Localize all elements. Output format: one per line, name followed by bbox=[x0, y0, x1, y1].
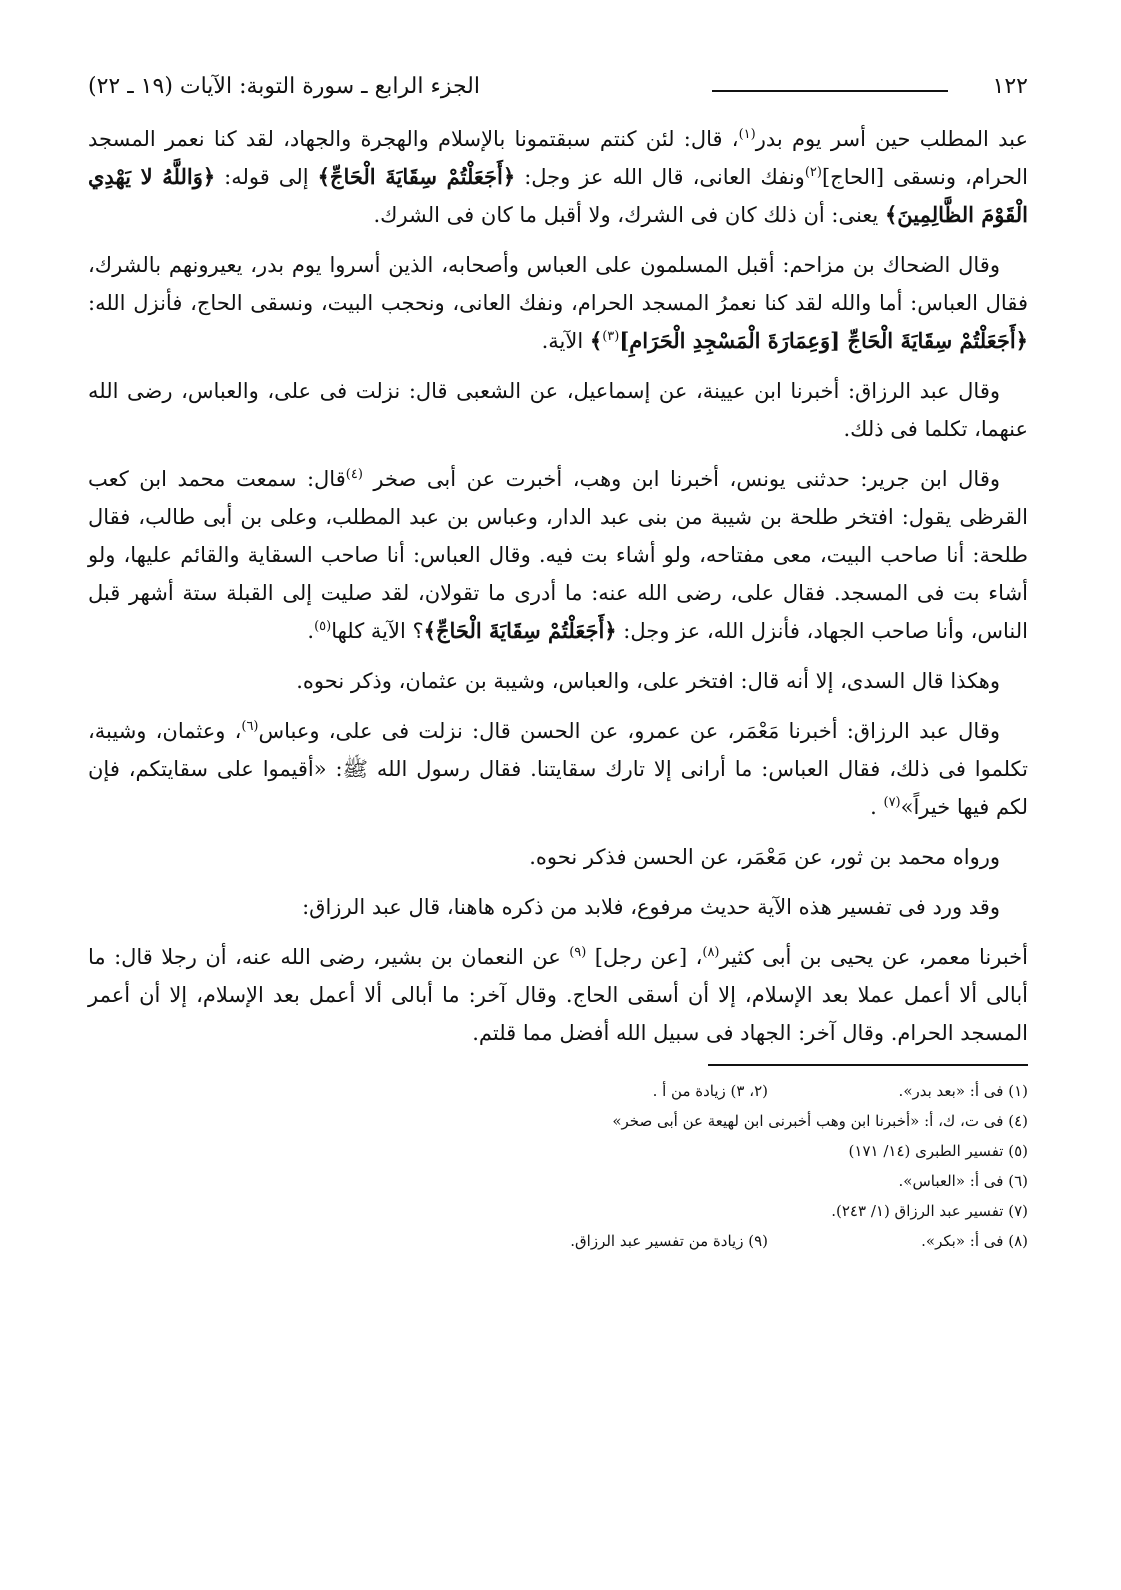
header-rule bbox=[712, 90, 948, 92]
footnote-marker: (٧) bbox=[883, 795, 901, 810]
running-header bbox=[88, 70, 1028, 110]
paragraph bbox=[88, 120, 1028, 234]
footnote-8: (٨) فى أ: «بكر». bbox=[921, 1232, 1028, 1250]
footnote-9: (٩) زيادة من تفسير عبد الرزاق. bbox=[570, 1232, 768, 1250]
paragraph bbox=[88, 712, 1028, 826]
text-run: ونفك العانى، قال الله عز وجل: bbox=[515, 165, 805, 189]
quran-verse: ﴿أَجَعَلْتُمْ سِقَايَةَ الْحَاجِّ [وَعِمَارَةَ الْمَسْجِدِ الْحَرَامِ] bbox=[619, 328, 1028, 353]
text-run: عبد المطلب حين أسر يوم بدر bbox=[755, 127, 1028, 151]
main-text bbox=[88, 120, 1028, 1052]
text-run: قال: سمعت محمد ابن كعب القرظى يقول: افتخر طلحة بن شيبة من بنى عبد الدار، وعباس بن عبد المطلب، وعلى بن أبى طالب، فقال طلحة: أنا صاحب البيت، معى مفتاحه، ولو أشاء بت فيه. وقال العباس: أنا صاحب السقاية والقائم عليها، ولو أشاء بت فى المسجد. فقال على، رضى الله عنه: ما أدرى ما تقولان، لقد صليت إلى القبلة ستة أشهر قبل الناس، وأنا صاحب الجهاد، فأنزل الله، عز وجل: bbox=[88, 467, 1028, 643]
text-run: ورواه محمد بن ثور، عن مَعْمَر، عن الحسن فذكر نحوه. bbox=[529, 845, 1000, 869]
quran-verse: ﴿أَجَعَلْتُمْ سِقَايَةَ الْحَاجِّ﴾ bbox=[423, 618, 617, 643]
text-run: إلى قوله: bbox=[215, 165, 318, 189]
text-run: الآية. bbox=[541, 329, 590, 353]
paragraph bbox=[88, 460, 1028, 650]
text-run: وهكذا قال السدى، إلا أنه قال: افتخر على، والعباس، وشيبة بن عثمان، وذكر نحوه. bbox=[296, 669, 1000, 693]
running-title: الجزء الرابع ـ سورة التوبة: الآيات (١٩ ـ ٢٢) bbox=[88, 74, 480, 99]
quran-verse: ﴿وَاللَّهُ لا يَهْدِي الْقَوْمَ الظَّالِمِينَ﴾ bbox=[88, 164, 1028, 227]
paragraph bbox=[88, 938, 1028, 1052]
text-run: ؟ الآية كلها bbox=[331, 619, 424, 643]
footnote-marker: (٥) bbox=[314, 619, 332, 634]
text-run: ، [عن رجل] bbox=[586, 945, 703, 969]
text-run: أخبرنا معمر، عن يحيى بن أبى كثير bbox=[719, 945, 1028, 969]
text-run: وقال الضحاك بن مزاحم: أقبل المسلمون على العباس وأصحابه، الذين أسروا يوم بدر، يعيرونهم بالشرك، فقال العباس: أما والله لقد كنا نعمرُ المسجد الحرام، ونفك العانى، ونحجب البيت، ونسقى الحاج، فأنزل الله: bbox=[88, 253, 1028, 315]
footnote-marker: (١) bbox=[738, 127, 756, 142]
paragraph bbox=[88, 662, 1028, 700]
footnote-marker: (٩) bbox=[569, 945, 587, 960]
book-page bbox=[88, 70, 1028, 1256]
text-run: . bbox=[870, 795, 884, 819]
footnote-marker: (٢) bbox=[804, 165, 822, 180]
footnote-marker: (٦) bbox=[241, 719, 259, 734]
text-run: وقد ورد فى تفسير هذه الآية حديث مرفوع، فلابد من ذكره هاهنا، قال عبد الرزاق: bbox=[302, 895, 1000, 919]
footnote-separator bbox=[708, 1064, 1028, 1066]
paragraph bbox=[88, 246, 1028, 360]
quran-verse: ﴾ bbox=[589, 328, 603, 353]
paragraph bbox=[88, 888, 1028, 926]
text-run: . bbox=[307, 619, 315, 643]
footnote-5: (٥) تفسير الطبرى (١٤/ ١٧١) bbox=[848, 1142, 1028, 1160]
footnote-1: (١) فى أ: «بعد بدر». bbox=[898, 1082, 1028, 1100]
footnote-2-3: (٢، ٣) زيادة من أ . bbox=[652, 1082, 768, 1100]
text-run: وقال ابن جرير: حدثنى يونس، أخبرنا ابن وهب، أخبرت عن أبى صخر bbox=[362, 467, 1000, 491]
text-run: ، قال: لئن كنتم سبقتمونا بالإسلام والهجرة والجهاد، لقد كنا نعمر المسجد الحرام، ونسقى [الحاج] bbox=[88, 127, 1028, 189]
text-run: يعنى: أن ذلك كان فى الشرك، ولا أقبل ما كان فى الشرك. bbox=[373, 203, 885, 227]
page-number: ١٢٢ bbox=[992, 74, 1028, 99]
text-run: وقال عبد الرزاق: أخبرنا مَعْمَر، عن عمرو، عن الحسن قال: نزلت فى على، وعباس bbox=[258, 719, 1000, 743]
footnote-marker: (٣) bbox=[602, 329, 620, 344]
text-run: عن النعمان بن بشير، رضى الله عنه، أن رجلا قال: ما أبالى ألا أعمل عملا بعد الإسلام، إلا أن أسقى الحاج. وقال آخر: ما أبالى ألا أعمل بعد الإسلام، إلا أن أعمر المسجد الحرام. وقال آخر: الجهاد فى سبيل الله أفضل مما قلتم. bbox=[88, 945, 1028, 1045]
text-run: ، وعثمان، وشيبة، تكلموا فى ذلك، فقال العباس: ما أرانى إلا تارك سقايتنا. فقال رسول الله ﷺ: «أقيموا على سقايتكم، فإن لكم فيها خيراً» bbox=[88, 719, 1028, 819]
footnote-marker: (٨) bbox=[702, 945, 720, 960]
footnote-7: (٧) تفسير عبد الرزاق (١/ ٢٤٣). bbox=[831, 1202, 1028, 1220]
text-run: وقال عبد الرزاق: أخبرنا ابن عيينة، عن إسماعيل، عن الشعبى قال: نزلت فى على، والعباس، رضى الله عنهما، تكلما فى ذلك. bbox=[88, 379, 1028, 441]
quran-verse: ﴿أَجَعَلْتُمْ سِقَايَةَ الْحَاجِّ﴾ bbox=[317, 164, 516, 189]
footnote-6: (٦) فى أ: «العباس». bbox=[898, 1172, 1028, 1190]
footnote-marker: (٤) bbox=[345, 467, 363, 482]
paragraph bbox=[88, 838, 1028, 876]
footnotes bbox=[88, 1076, 1028, 1256]
paragraph bbox=[88, 372, 1028, 448]
footnote-4: (٤) فى ت، ك، أ: «أخبرنا ابن وهب أخبرنى ابن لهيعة عن أبى صخر» bbox=[612, 1112, 1028, 1130]
